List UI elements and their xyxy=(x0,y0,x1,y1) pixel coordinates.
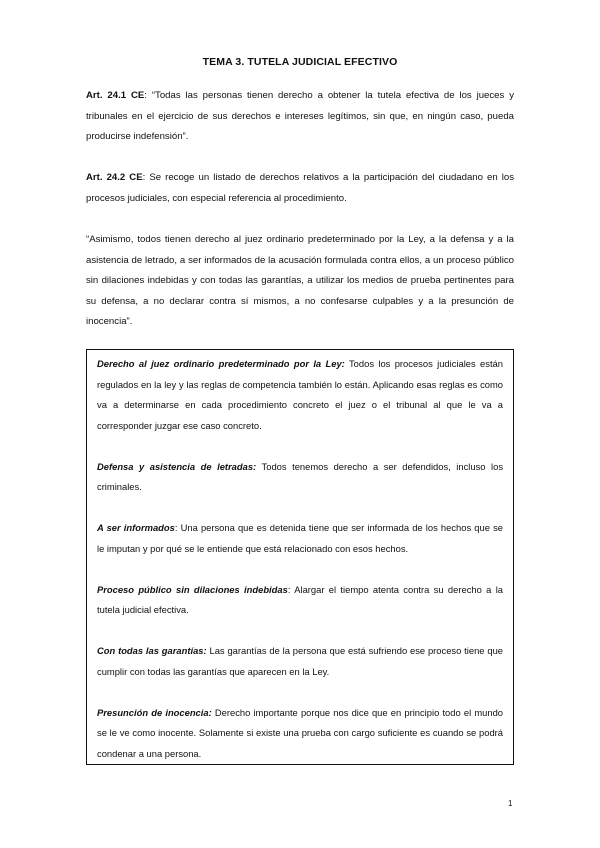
page-title: TEMA 3. TUTELA JUDICIAL EFECTIVO xyxy=(202,56,398,68)
item-term: Derecho al juez ordinario predeterminado por la Ley: xyxy=(97,358,345,369)
box-item xyxy=(97,518,503,559)
paragraph-art-24-1 xyxy=(86,86,514,148)
item-term: Con todas las garantías: xyxy=(97,645,207,656)
box-item xyxy=(97,354,503,436)
item-text: Todos los procesos judiciales están regulados en la ley y las reglas de competencia también lo están. Aplicando esas reglas es como va a determinarse en cada procedimiento concreto el juez o el tribunal al que le va a corresponder juzgar ese caso concreto. xyxy=(97,358,503,431)
quote-paragraph: “Asimismo, todos tienen derecho al juez ordinario predeterminado por la Ley, a la defensa y a la asistencia de letrado, a ser informados de la acusación formulada contra ellos, a un proceso público sin dilaciones indebidas y con todas las garantías, a utilizar los medios de prueba pertinentes para su defensa, a no declarar contra sí mismos, a no confesarse culpables y a la presunción de inocencia”. xyxy=(86,234,514,327)
page-number: 1 xyxy=(508,799,513,808)
paragraph-art-24-2 xyxy=(86,168,514,209)
item-text: Derecho importante porque nos dice que en principio todo el mundo se le ve como inocente. Solamente si existe una prueba con cargo suficiente es cuando se podrá condenar a una persona. xyxy=(97,706,503,759)
box-item xyxy=(97,641,503,682)
item-text: : Alargar el tiempo atenta contra su derecho a la tutela judicial efectiva. xyxy=(97,583,503,615)
rights-definitions-box xyxy=(86,349,514,765)
article-text: : Se recoge un listado de derechos relativos a la participación del ciudadano en los procesos judiciales, con especial referencia al procedimiento. xyxy=(86,172,514,204)
item-text: Todos tenemos derecho a ser defendidos, incluso los criminales. xyxy=(97,460,504,492)
article-label: Art. 24.1 CE xyxy=(86,90,145,101)
box-item xyxy=(97,580,503,621)
article-text: : “Todas las personas tienen derecho a obtener la tutela efectiva de los jueces y tribunales en el ejercicio de sus derechos e intereses legítimos, sin que, en ningún caso, pueda producirse indefensión”. xyxy=(86,90,514,142)
item-term: Defensa y asistencia de letradas: xyxy=(97,460,257,472)
item-text: : Una persona que es detenida tiene que ser informada de los hechos que se le imputan y por qué se le entiende que está relacionado con esos hechos. xyxy=(97,522,503,554)
article-label: Art. 24.2 CE xyxy=(86,172,143,183)
box-item xyxy=(97,703,503,765)
item-text: Las garantías de la persona que está sufriendo ese proceso tiene que cumplir con todas las garantías que aparecen en la Ley. xyxy=(97,645,503,677)
item-term: Proceso público sin dilaciones indebidas xyxy=(97,583,288,595)
item-term: A ser informados xyxy=(97,522,175,533)
box-item xyxy=(97,457,503,498)
item-term: Presunción de inocencia: xyxy=(97,706,212,718)
